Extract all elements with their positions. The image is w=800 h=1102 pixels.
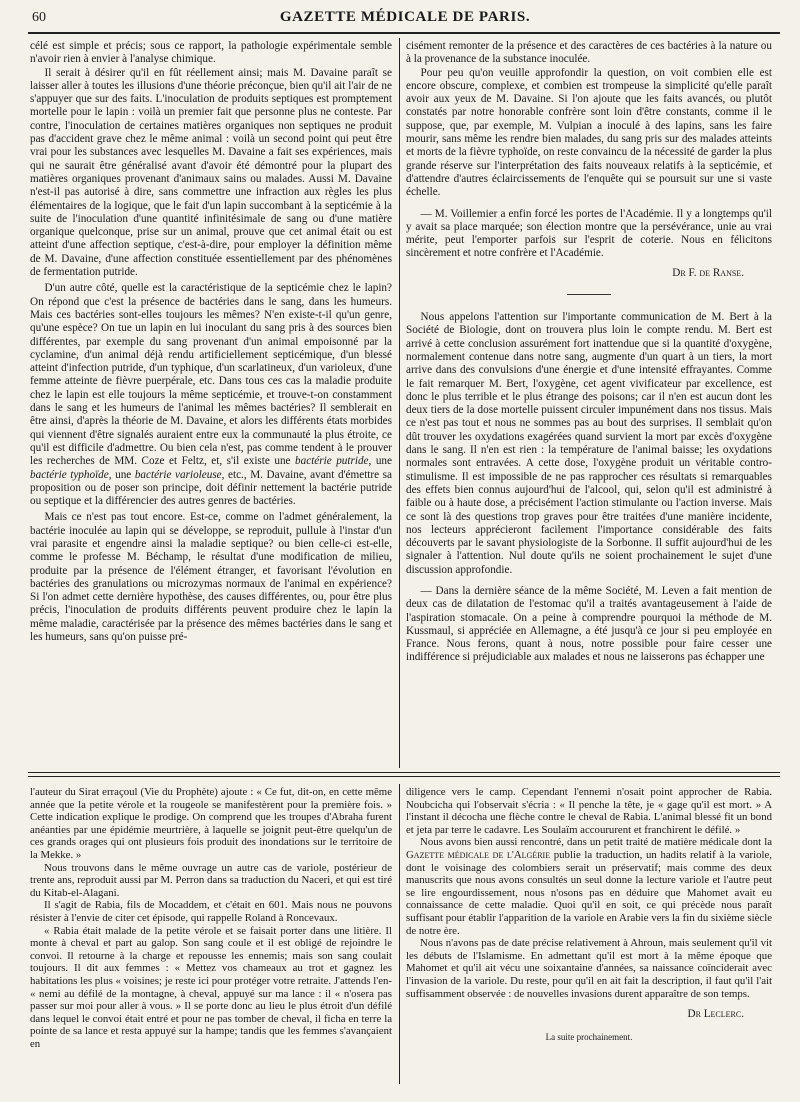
- signature: Dr F. de Ranse.: [672, 266, 744, 279]
- page-header: [30, 6, 780, 32]
- section-rule: [28, 772, 780, 773]
- paragraph: Nous trouvons dans le même ouvrage un autre cas de variole, postérieur de trente ans, reproduit aussi par M. Perron dans sa traduction du Naceri, et qui est tiré du Kitab-el-Alagani.: [30, 861, 392, 899]
- section-separator: [567, 294, 611, 295]
- paragraph: Il s'agit de Rabia, fils de Mocaddem, et c'était en 601. Mais nous ne pouvons résister à l'envie de citer cet épisode, qui rappelle Roland à Roncevaux.: [30, 899, 392, 924]
- paragraph: « Rabia était malade de la petite vérole et se faisait porter dans une litière. Il monte à cheval et part au galop. Son sang coule et il est obligé de rejoindre le convoi. Il retourne à la charge et repousse les ennemis; mais son sang coulait toujours. Il dit aux femmes : « Mettez vos chameaux au trot et gagnez les habitations les plus « voisines; je reste ici pour protéger votre retraite. J'attends l'en- « nemi au défilé de la montagne, à cheval, appuyé sur ma lance : il « n'osera pas passer sur moi pour aller à vous. » Il se porte donc au lieu le plus étroit d'un défilé dans lequel le convoi était entré et pour ne pas tomber de cheval, il ficha en terre la pointe de sa lance et resta appuyé sur la hampe; tandis que les femmes s'avançaient en: [30, 924, 392, 1050]
- bottom-left-column: [30, 786, 392, 1092]
- paragraph: Nous appelons l'attention sur l'importante communication de M. Bert à la Société de Biologie, dont on trouvera plus loin le compte rendu. M. Bert est arrivé à cette conclusion assurément fort inattendue que si la quantité d'oxygène, normalement contenue dans notre sang, augmente d'un quart à un tiers, la mort arrive dans des convulsions d'une énergie et d'une intensité effrayantes. Comme le fait remarquer M. Bert, l'oxygène, cet agent vivificateur par excellence, est donc le plus terrible et le plus étrange des poisons; car il n'en est aucun dont les deux tiers de la dose mortelle puissent circuler impunément dans nos tissus. Mais ce n'est pas tout et nous ne sommes pas au bout des surprises. Il semblait qu'on dût trouver les oxydations exagérées quand survient la mort par excès d'oxygène dans le sang. Il n'en est rien : la température de l'animal baisse; les oxydations normales sont entravées. A cette dose, l'oxygène produit un véritable contro-stimulisme. Il est impossible de ne pas rapprocher ces résultats si remarquables des effets bien connus aujourd'hui de l'alcool, qui, selon qu'il est administré à faible ou à haute dose, a précisément l'action stimulante ou l'action inverse. Mais ce sont là des questions trop graves pour être traitées d'une manière incidente, nos lecteurs apprécieront facilement l'importance considérable des faits découverts par le savant physiologiste de la Sorbonne. Il suffit aujourd'hui de les signaler à l'attention. Nul doute qu'ils ne soient prochainement le sujet d'une discussion approfondie.: [406, 311, 772, 576]
- journal-title: GAZETTE MÉDICALE DE PARIS.: [279, 9, 531, 25]
- paragraph: Pour peu qu'on veuille approfondir la question, on voit combien elle est encore obscure, complexe, et combien est trompeuse la simplicité qu'elle paraît avoir aux yeux de M. Davaine. Si l'on ajoute que les faits avancés, ou plutôt constatés par notre honorable confrère sont loin d'être constants, comme il le suppose, que, par exemple, M. Vulpian a inoculé à des lapins, sans les faire mourir, sans même les rendre bien malades, du sang pris sur des malades atteints et morts de la fièvre typhoïde, on reste convaincu de la nécessité de garder la plus grande réserve sur l'interprétation des faits nouveaux relatifs à la septicémie, et d'attendre d'autres éclaircissements de l'enquête qui se poursuit sur une si vaste échelle.: [406, 66, 772, 199]
- paragraph: — Dans la dernière séance de la même Société, M. Leven a fait mention de deux cas de dilatation de l'estomac qu'il a traités avantageusement à l'aide de l'aspiration stomacale. On a peine à comprendre pourquoi la méthode de M. Kussmaul, si appréciée en Allemagne, a été jusqu'à ce jour si peu employée en France. Nous ferons, quant à nous, notre possible pour faire cesser une indifférence si préjudiciable aux malades et nous ne laisserons pas échapper une: [406, 584, 772, 664]
- continuation-note: La suite prochainement.: [545, 1031, 633, 1042]
- bottom-right-column: [406, 786, 772, 1092]
- page-number: 60: [32, 10, 46, 25]
- paragraph: diligence vers le camp. Cependant l'ennemi n'osait point approcher de Rabia. Noubcicha qui l'observait s'écria : « Il penche la tête, je « gage qu'il est mort. » A l'instant il décocha une flèche contre le cheval de Rabia. L'animal blessé fit un bond et jeta par terre le cadavre. Les Soulaïm accoururent et franchirent le défilé. »: [406, 786, 772, 836]
- paragraph: célé est simple et précis; sous ce rapport, la pathologie expérimentale semble n'avoir rien à envier à l'analyse chimique.: [30, 40, 392, 66]
- paragraph: — M. Voillemier a enfin forcé les portes de l'Académie. Il y a longtemps qu'il y avait sa place marquée; son élection montre que la persévérance, unie au vrai mérite, peut l'emporter parfois sur l'esprit de coterie. Nous en félicitons sincèrement et notre confrère et l'Académie.: [406, 207, 772, 260]
- paragraph: cisément remonter de la présence et des caractères de ces bactéries à la nature ou à la provenance de la substance inoculée.: [406, 40, 772, 66]
- column-divider-top: [399, 38, 400, 768]
- top-left-column: [30, 40, 392, 767]
- paragraph: Nous avons bien aussi rencontré, dans un petit traité de matière médicale dont la Gazette médicale de l'Algérie publie la traduction, un hadits relatif à la variole, dont le voisinage des colombiers serait un préservatif; mais comme des deux manuscrits que nous avons consultés un seul donne la lecture variole et l'autre peut se lire engourdissement, nous n'osons pas en déduire que Mahomet avait eu connaissance de cette maladie. Quoi qu'il en soit, ce qui précède nous paraît suffisant pour établir l'apparition de la variole en Arabie vers la fin du sixième siècle de notre ère.: [406, 836, 772, 937]
- paragraph: D'un autre côté, quelle est la caractéristique de la septicémie chez le lapin? On répond que c'est la présence de bactéries dans le sang, dans les humeurs. Mais ces bactéries sont-elles toujours les mêmes? N'en existe-t-il qu'un genre, qu'une espèce? On tue un lapin en lui inoculant du sang pris à des sources bien différentes, par exemple du sang provenant d'un animal empoisonné par la cyclamine, d'un animal déjà rendu artificiellement septicémique, d'un blessé atteint d'infection putride, d'un typhique, d'un scarlatineux, d'un varioleux, d'une femme atteinte de fièvre puerpérale, etc. Dans tous ces cas la maladie produite chez le lapin est elle toujours la même septicémie, et trouve-t-on constamment dans le sang et les humeurs de l'animal les mêmes bactéries? Il semblerait en être ainsi, d'après la théorie de M. Davaine, et alors les différents états morbides qui viennent d'être signalés auraient entre eux la communauté la plus étroite, ce qu'il est difficile d'admettre. Ou bien cela n'est, pas comme tendent à le prouver les recherches de MM. Coze et Feltz, et, s'il existe une bactérie putride, une bactérie typhoïde, une bactérie varioleuse, etc., M. Davaine, avant d'émettre sa proposition ou de poser son principe, doit définir nettement la bactérie putride ou septique et la différencier des autres genres de bactéries.: [30, 282, 392, 508]
- section-rule-second: [28, 776, 780, 777]
- paragraph: Mais ce n'est pas tout encore. Est-ce, comme on l'admet généralement, la bactérie inoculée au lapin qui se développe, se reproduit, pullule à l'instar d'un vrai parasite et engendre ainsi la maladie septique? ou bien celle-ci est-elle, comme le professe M. Béchamp, le résultat d'une modification de milieu, produite par la présence de l'élément étranger, et favorisant l'évolution en bactéries des granulations ou microzymas normaux de l'animal en expérience? Si l'on admet cette dernière hypothèse, des causes différentes, ou, pour être plus précis, l'inoculation de produits différents peuvent produire chez le lapin la même maladie, caractérisée par la présence des mêmes bactéries dans le sang et les humeurs, sans qu'on puisse pré-: [30, 511, 392, 644]
- paragraph: Il serait à désirer qu'il en fût réellement ainsi; mais M. Davaine paraît se laisser aller à toutes les illusions d'une théorie préconçue, bien qu'il ait l'air de ne s'appuyer que sur des faits. L'inoculation de produits septiques est promptement mortelle pour le lapin : voilà un premier fait que personne plus ne conteste. Par contre, l'inoculation de certaines matières organiques non septiques ne produit pas d'accident grave chez le même animal : voilà un second point qui peut être vrai pour les substances avec lesquelles M. Davaine a fait ses expériences, mais qui ne saurait être généralisé avant d'avoir été démontré pour la plupart des matières organiques provenant d'animaux sains ou malades. Aussi M. Davaine n'est-il pas autorisé à dire, sans commettre une infraction aux règles les plus élémentaires de la logique, que le fait d'un lapin succombant à la septicémie à la suite de l'inoculation d'une quantité infinitésimale de sang ou d'une matière organique quelconque, prise sur un animal, prouve que cet animal était ou est atteint d'une affection septique, c'est-à-dire, pour employer la définition même de M. Davaine, d'une affection constituée essentiellement par des phénomènes de fermentation putride.: [30, 66, 392, 279]
- paragraph: Nous n'avons pas de date précise relativement à Ahroun, mais seulement qu'il vit les débuts de l'Islamisme. En admettant qu'il est mort à la même époque que Mahomet et qu'il ait vécu une soixantaine d'années, sa naissance coïnciderait avec l'invasion de la variole. Du reste, pour qu'il en ait fait la description, il faut qu'il l'ait suffisamment observée : de nouvelles invasions durent apparaître de son temps.: [406, 937, 772, 1000]
- header-rule: [28, 32, 780, 34]
- signature: Dr Leclerc.: [687, 1008, 744, 1021]
- paragraph: l'auteur du Sirat erraçoul (Vie du Prophète) ajoute : « Ce fut, dit-on, en cette même année que la petite vérole et la rougeole se manifestèrent pour la première fois. » Cette indication explique le prodige. On comprend que les troupes d'Abraha furent anéanties par une épidémie meurtrière, à laquelle se joignit peut-être quelqu'un de ces grands orages qui ont plusieurs fois produit des inondations sur le territoire de la Mekke. »: [30, 786, 392, 861]
- top-right-column: [406, 40, 772, 767]
- column-divider-bottom: [399, 784, 400, 1084]
